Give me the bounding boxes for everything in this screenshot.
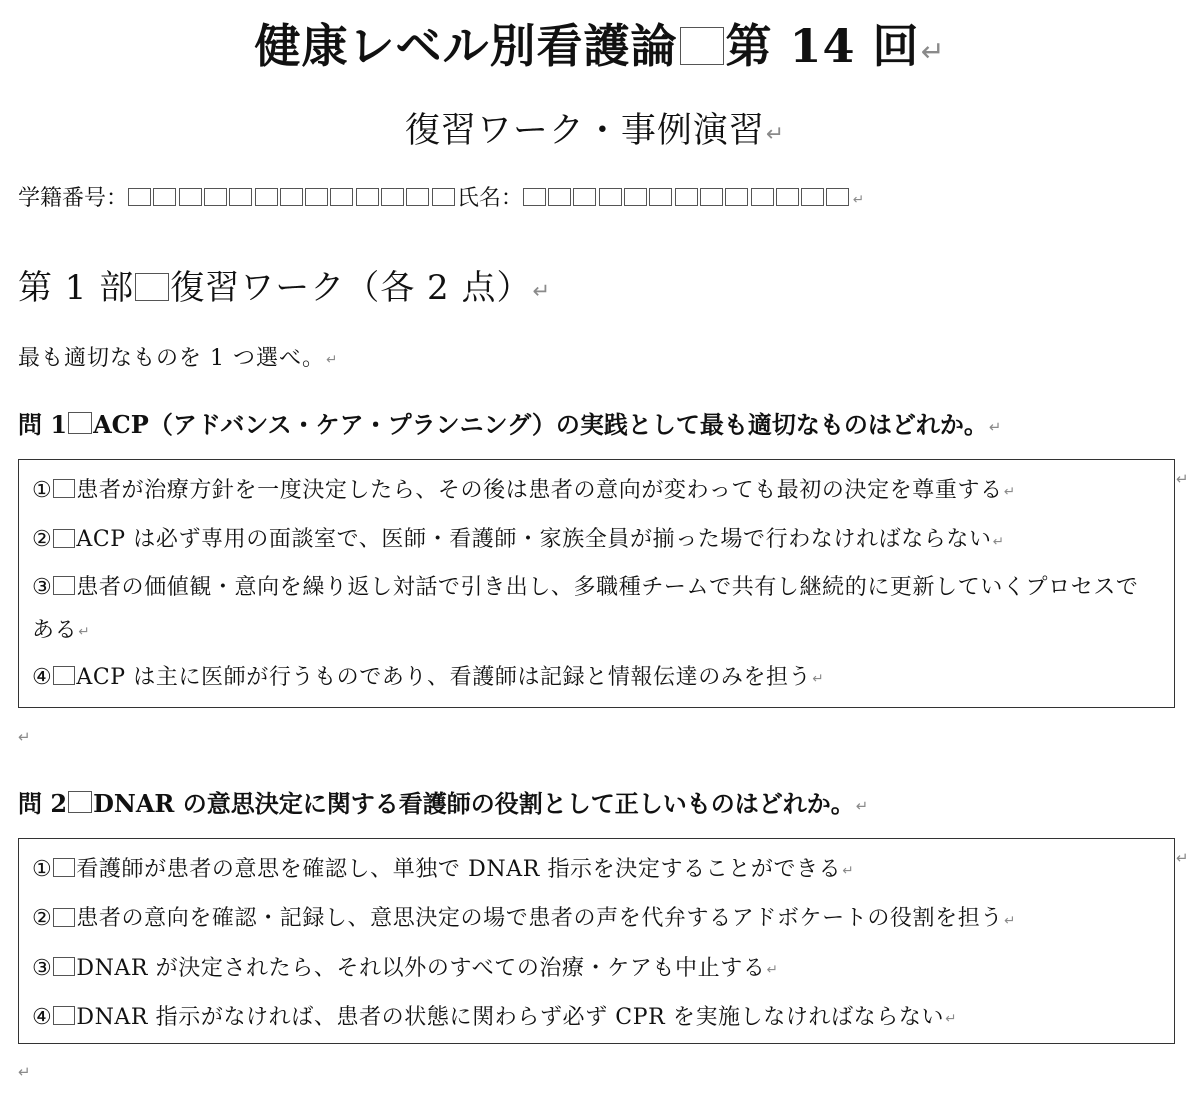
entry-box[interactable] (432, 188, 455, 206)
option-space-box (53, 908, 75, 927)
student-id-label: 学籍番号： (18, 186, 129, 211)
paragraph-mark-icon: ↵ (992, 533, 1005, 550)
question-2-options-box (18, 838, 1175, 1044)
part1-number: 第 1 部 (18, 268, 135, 308)
option-text: 患者が治療方針を一度決定したら、その後は患者の意向が変わっても最初の決定を尊重する (76, 478, 1003, 503)
entry-box[interactable] (204, 188, 227, 206)
entry-box[interactable] (700, 188, 723, 206)
empty-paragraph-mark-icon: ↵ (18, 1063, 31, 1081)
document-subtitle (0, 106, 1190, 160)
question-text: ACP（アドバンス・ケア・プランニング）の実践として最も適切なものはどれか。 (93, 410, 988, 439)
option-4[interactable] (32, 654, 1174, 703)
entry-box[interactable] (381, 188, 404, 206)
paragraph-mark-icon: ↵ (1003, 484, 1016, 501)
option-text: ACP は主に医師が行うものであり、看護師は記録と情報伝達のみを担う (76, 664, 812, 690)
instructions (18, 342, 338, 377)
option-text: ACP は必ず専用の面談室で、医師・看護師・家族全員が揃った場で行わなければならない (76, 527, 992, 553)
option-3[interactable] (32, 566, 1174, 654)
paragraph-mark-icon: ↵ (945, 1011, 958, 1028)
option-marker: ③ (32, 574, 53, 600)
entry-box[interactable] (153, 188, 176, 206)
document-title (0, 14, 1200, 84)
empty-paragraph-mark-icon: ↵ (18, 728, 31, 746)
heading-space-box (135, 273, 169, 301)
paragraph-mark-icon: ↵ (532, 277, 552, 303)
option-marker: ④ (32, 664, 53, 690)
entry-box[interactable] (548, 188, 571, 206)
cell-end-mark-icon: ↵ (1176, 470, 1189, 488)
entry-box[interactable] (624, 188, 647, 206)
paragraph-mark-icon: ↵ (842, 863, 855, 880)
paragraph-mark-icon: ↵ (852, 192, 865, 209)
student-name-label: 氏名： (456, 186, 523, 211)
paragraph-mark-icon: ↵ (765, 121, 786, 147)
option-space-box (53, 576, 75, 595)
student-info-line (18, 182, 864, 217)
option-marker: ① (32, 478, 53, 503)
paragraph-mark-icon: ↵ (325, 352, 339, 369)
question-text: DNAR の意思決定に関する看護師の役割として正しいものはどれか。 (93, 789, 855, 818)
entry-box[interactable] (599, 188, 622, 206)
title-course-name: 健康レベル別看護論 (254, 19, 678, 73)
option-text: 患者の価値観・意向を繰り返し対話で引き出し、多職種チームで共有し継続的に更新していくプロセスである (32, 574, 1139, 643)
question-number: 問 1 (18, 410, 68, 439)
entry-box[interactable] (523, 188, 546, 206)
option-2[interactable] (32, 516, 1174, 565)
option-marker: ② (32, 906, 53, 932)
entry-box[interactable] (255, 188, 278, 206)
option-1[interactable] (32, 846, 1174, 895)
option-text: DNAR 指示がなければ、患者の状態に関わらず必ず CPR を実施しなければならない (76, 1004, 945, 1030)
entry-box[interactable] (801, 188, 824, 206)
entry-box[interactable] (776, 188, 799, 206)
option-space-box (53, 529, 75, 548)
option-marker: ④ (32, 1004, 53, 1030)
entry-box[interactable] (330, 188, 353, 206)
part1-heading (18, 262, 551, 317)
entry-box[interactable] (128, 188, 151, 206)
student-name-boxes[interactable] (523, 186, 852, 211)
title-session-number: 第 14 回 (725, 19, 920, 73)
option-space-box (53, 666, 75, 685)
option-space-box (53, 957, 75, 976)
option-space-box (53, 858, 75, 877)
part1-title: 復習ワーク（各 2 点） (170, 268, 532, 308)
entry-box[interactable] (280, 188, 303, 206)
option-text: 看護師が患者の意思を確認し、単独で DNAR 指示を決定することができる (76, 857, 842, 882)
entry-box[interactable] (675, 188, 698, 206)
question-space-box (68, 412, 92, 434)
instructions-text: 最も適切なものを 1 つ選べ。 (18, 346, 325, 371)
option-space-box (53, 479, 75, 498)
option-2[interactable] (32, 895, 1174, 944)
paragraph-mark-icon: ↵ (766, 961, 779, 978)
paragraph-mark-icon: ↵ (78, 623, 91, 640)
entry-box[interactable] (826, 188, 849, 206)
option-space-box (53, 1006, 75, 1025)
option-3[interactable] (32, 945, 1174, 994)
paragraph-mark-icon: ↵ (988, 418, 1002, 437)
question-1-options-box (18, 459, 1175, 708)
paragraph-mark-icon: ↵ (920, 34, 946, 68)
option-marker: ③ (32, 955, 53, 981)
student-id-boxes[interactable] (128, 186, 457, 211)
entry-box[interactable] (751, 188, 774, 206)
question-2-heading (18, 785, 868, 825)
entry-box[interactable] (649, 188, 672, 206)
question-space-box (68, 791, 92, 813)
entry-box[interactable] (179, 188, 202, 206)
subtitle-text: 復習ワーク・事例演習 (404, 111, 765, 151)
option-marker: ② (32, 527, 53, 553)
option-text: 患者の意向を確認・記録し、意思決定の場で患者の声を代弁するアドボケートの役割を担う (76, 906, 1003, 932)
option-marker: ① (32, 857, 53, 882)
cell-end-mark-icon: ↵ (1176, 849, 1189, 867)
question-1-heading (18, 406, 1001, 446)
entry-box[interactable] (725, 188, 748, 206)
entry-box[interactable] (406, 188, 429, 206)
option-text: DNAR が決定されたら、それ以外のすべての治療・ケアも中止する (76, 955, 766, 981)
paragraph-mark-icon: ↵ (1003, 912, 1016, 929)
paragraph-mark-icon: ↵ (812, 671, 825, 688)
entry-box[interactable] (356, 188, 379, 206)
title-space-box (680, 27, 724, 65)
question-number: 問 2 (18, 789, 68, 818)
entry-box[interactable] (573, 188, 596, 206)
entry-box[interactable] (305, 188, 328, 206)
entry-box[interactable] (229, 188, 252, 206)
paragraph-mark-icon: ↵ (855, 797, 869, 816)
option-4[interactable] (32, 994, 1174, 1043)
option-1[interactable] (32, 467, 1174, 516)
